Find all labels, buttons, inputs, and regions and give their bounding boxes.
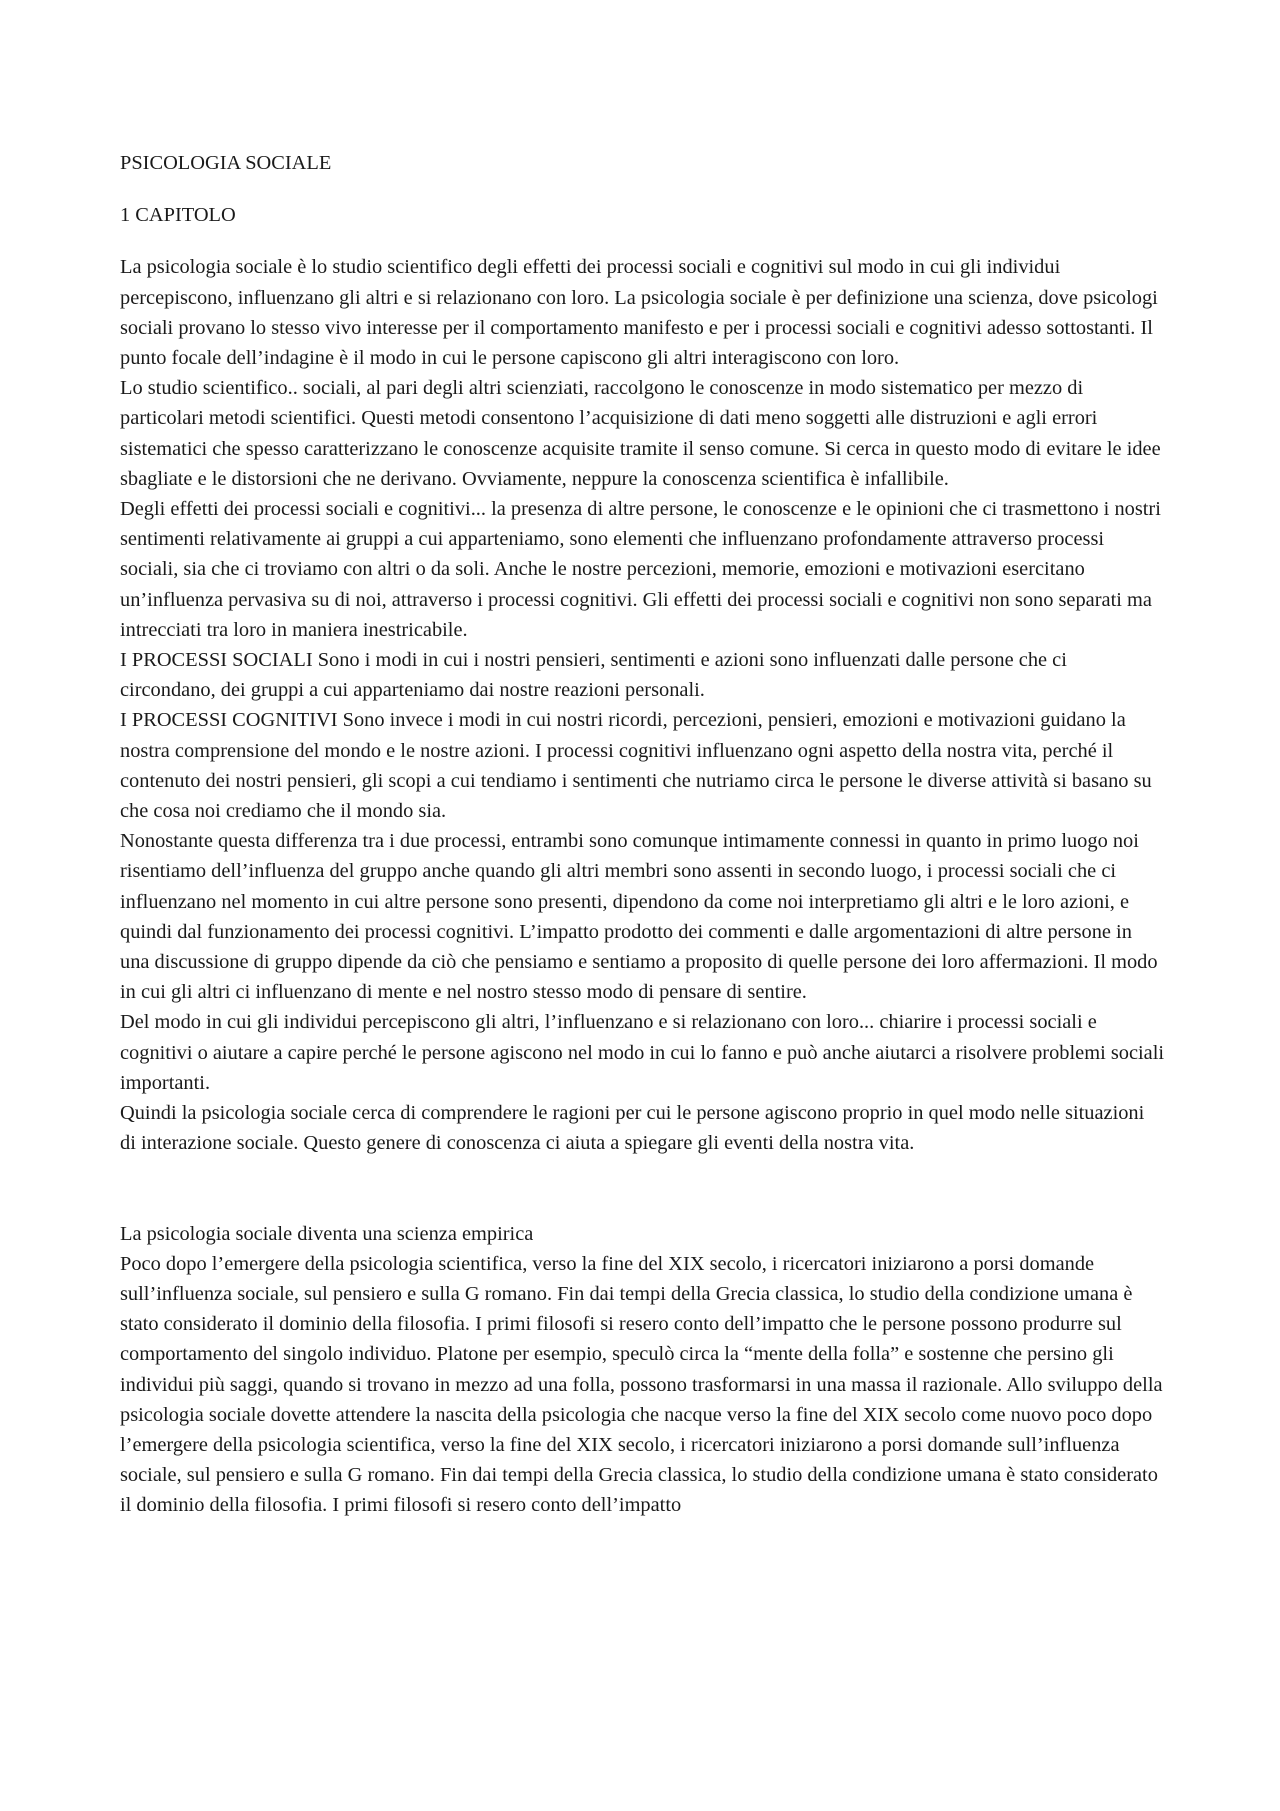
paragraph-conclusion: Quindi la psicologia sociale cerca di comprendere le ragioni per cui le persone agiscono proprio in quel modo nelle situazioni di interazione sociale. Questo genere di conoscenza ci aiuta a spiegare gli eventi della nostra vita. (120, 1102, 1145, 1155)
chapter-heading: 1 CAPITOLO (120, 204, 236, 227)
paragraph-cognitive-processes: I PROCESSI COGNITIVI Sono invece i modi in cui nostri ricordi, percezioni, pensieri, emozioni e motivazioni guidano la nostra comprensione del mondo e le nostre azioni. I processi cognitivi influenzano ogni aspetto della nostra vita, perché il contenuto dei nostri pensieri, gli scopi a cui tendiamo i sentimenti che nutriamo circa le persone le diverse attività si basano su che cosa noi crediamo che il mondo sia. (120, 709, 1152, 823)
paragraph-social-cognitive-effects: Degli effetti dei processi sociali e cognitivi... la presenza di altre persone, le conoscenze e le opinioni che ci trasmettono i nostri sentimenti relativamente ai gruppi a cui apparteniamo, sono elementi che influenzano profondamente attraverso processi sociali, sia che ci troviamo con altri o da soli. Anche le nostre percezioni, memorie, emozioni e motivazioni esercitano un’influenza pervasiva su di noi, attraverso i processi cognitivi. Gli effetti dei processi sociali e cognitivi non sono separati ma intrecciati tra loro in maniera inestricabile. (120, 498, 1161, 641)
spacer (120, 1159, 1165, 1219)
spacer (120, 178, 1165, 200)
spacer (120, 230, 1165, 252)
paragraph-perception: Del modo in cui gli individui percepiscono gli altri, l’influenzano e si relazionano con loro... chiarire i processi sociali e cognitivi o aiutare a capire perché le persone agiscono nel modo in cui lo fanno e può anche aiutarci a risolvere problemi sociali importanti. (120, 1011, 1165, 1094)
paragraph-empirical-science: Poco dopo l’emergere della psicologia scientifica, verso la fine del XIX secolo, i ricercatori iniziarono a porsi domande sull’influenza sociale, sul pensiero e sulla G romano. Fin dai tempi della Grecia classica, lo studio della condizione umana è stato considerato il dominio della filosofia. I primi filosofi si resero conto dell’impatto che le persone possono produrre sul comportamento del singolo individuo. Platone per esempio, speculò circa la “mente della folla” e sostenne che persino gli individui più saggi, quando si trovano in mezzo ad una folla, possono trasformarsi in una massa il razionale. Allo sviluppo della psicologia sociale dovette attendere la nascita della psicologia che nacque verso la fine del XIX secolo come nuovo poco dopo l’emergere della psicologia scientifica, verso la fine del XIX secolo, i ricercatori iniziarono a porsi domande sull’influenza sociale, sul pensiero e sulla G romano. Fin dai tempi della Grecia classica, lo studio della condizione umana è stato considerato il dominio della filosofia. I primi filosofi si resero conto dell’impatto (120, 1252, 1163, 1517)
paragraph-connection: Nonostante questa differenza tra i due processi, entrambi sono comunque intimamente connessi in quanto in primo luogo noi risentiamo dell’influenza del gruppo anche quando gli altri membri sono assenti in secondo luogo, i processi sociali che ci influenzano nel momento in cui altre persone sono presenti, dipendono da come noi interpretiamo gli altri e le loro azioni, e quindi dal funzionamento dei processi cognitivi. L’impatto prodotto dei commenti e dalle argomentazioni di altre persone in una discussione di gruppo dipende da ciò che pensiamo e sentiamo a proposito di quelle persone dei loro affermazioni. Il modo in cui gli altri ci influenzano di mente e nel nostro stesso modo di pensare di sentire. (120, 830, 1158, 1004)
paragraph-social-processes: I PROCESSI SOCIALI Sono i modi in cui i nostri pensieri, sentimenti e azioni sono influenzati dalle persone che ci circondano, dei gruppi a cui apparteniamo dai nostre reazioni personali. (120, 649, 1067, 702)
section-heading: La psicologia sociale diventa una scienza empirica (120, 1222, 534, 1245)
paragraph-scientific-study: Lo studio scientifico.. sociali, al pari degli altri scienziati, raccolgono le conoscenze in modo sistematico per mezzo di particolari metodi scientifici. Questi metodi consentono l’acquisizione di dati meno soggetti alle distruzioni e agli errori sistematici che spesso caratterizzano le conoscenze acquisite tramite il senso comune. Si cerca in questo modo di evitare le idee sbagliate e le distorsioni che ne derivano. Ovviamente, neppure la conoscenza scientifica è infallibile. (120, 377, 1161, 490)
document-body (120, 148, 1165, 1521)
document-title: PSICOLOGIA SOCIALE (120, 152, 332, 174)
paragraph-definition: La psicologia sociale è lo studio scientifico degli effetti dei processi sociali e cognitivi sul modo in cui gli individui percepiscono, influenzano gli altri e si relazionano con loro. La psicologia sociale è per definizione una scienza, dove psicologi sociali provano lo stesso vivo interesse per il comportamento manifesto e per i processi sociali e cognitivi adesso sottostanti. Il punto focale dell’indagine è il modo in cui le persone capiscono gli altri interagiscono con loro. (120, 256, 1158, 370)
